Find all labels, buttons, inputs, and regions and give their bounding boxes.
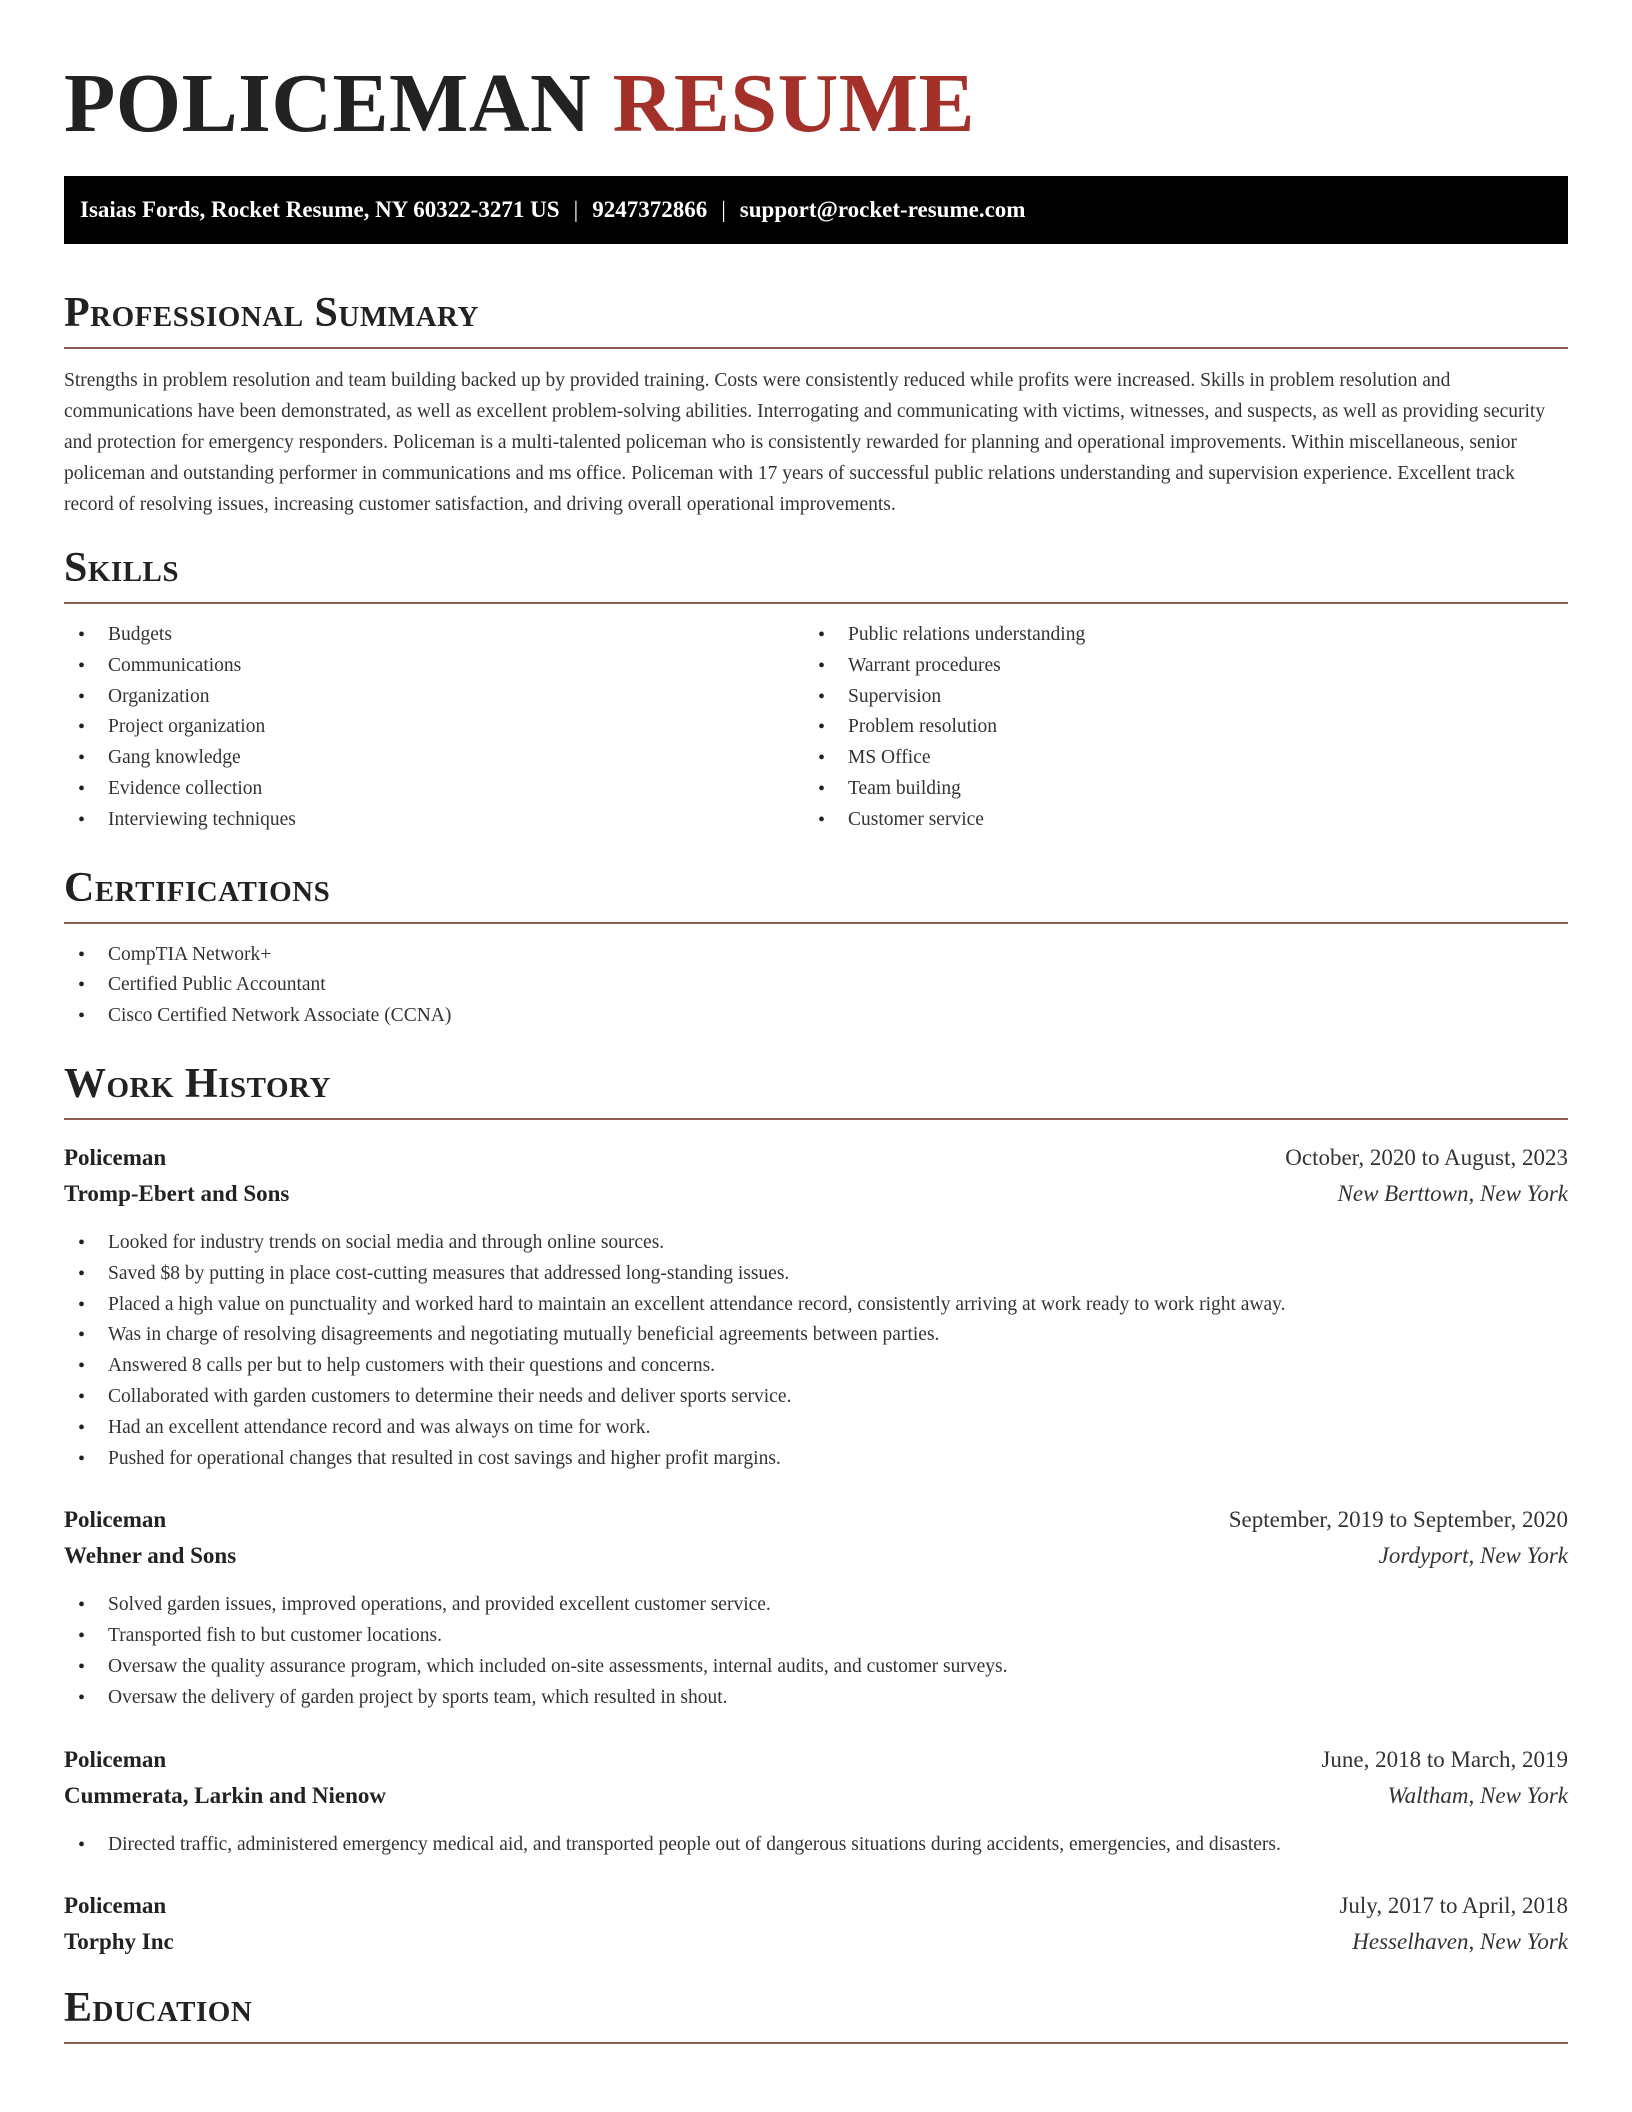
job-duty-item: • Transported fish to but customer locations. [64, 1621, 1568, 1652]
skill-item: • Evidence collection [64, 774, 804, 805]
job-title: Policeman [64, 1746, 167, 1772]
skills-columns [64, 604, 1568, 836]
job-company: Torphy Inc [64, 1929, 174, 1955]
skill-item: • MS Office [804, 743, 1544, 774]
jobs-list [64, 1140, 1568, 1960]
job-duties-list [64, 1830, 1568, 1861]
job-title: Policeman [64, 1144, 167, 1170]
job-company-row [64, 1176, 1568, 1212]
job-duty-item: • Had an excellent attendance record and was always on time for work. [64, 1413, 1568, 1444]
skills-list-right [804, 620, 1544, 836]
summary-section [64, 289, 1568, 520]
job-header-row [64, 1742, 1568, 1778]
certification-item: • CompTIA Network+ [64, 940, 1568, 971]
skill-item: • Communications [64, 651, 804, 682]
title-word-policeman: POLICEMAN [64, 57, 592, 150]
job-company-row [64, 1538, 1568, 1574]
certification-item: • Certified Public Accountant [64, 970, 1568, 1001]
job-location: Waltham, New York [1387, 1782, 1568, 1808]
work-history-heading: Work History [64, 1060, 1568, 1120]
job-location: Hesselhaven, New York [1352, 1929, 1568, 1955]
contact-separator: | [573, 197, 579, 222]
summary-text: Strengths in problem resolution and team building backed up by provided training. Costs were consistently reduced while profits were increased. Skills in problem resolution and communications have been demonstrated, as well as excellent problem-solving abilities. Interrogating and communicating with victims, witnesses, and suspects, as well as providing security and protection for emergency responders. Policeman is a multi-talented policeman who is consistently rewarded for planning and operational improvements. Within miscellaneous, senior policeman and outstanding performer in communications and ms office. Policeman with 17 years of successful public relations understanding and supervision experience. Excellent track record of resolving issues, increasing customer satisfaction, and driving overall operational improvements. [64, 370, 1546, 515]
skill-item: • Budgets [64, 620, 804, 651]
job-entry [64, 1888, 1568, 1960]
certifications-list [64, 940, 1568, 1032]
job-location: New Berttown, New York [1337, 1180, 1568, 1206]
job-header-row [64, 1502, 1568, 1538]
job-duty-item: • Answered 8 calls per but to help customers with their questions and concerns. [64, 1351, 1568, 1382]
job-duty-item: • Saved $8 by putting in place cost-cutting measures that addressed long-standing issues. [64, 1259, 1568, 1290]
certification-item: • Cisco Certified Network Associate (CCNA) [64, 1001, 1568, 1032]
resume-title [64, 58, 1568, 150]
job-location: Jordyport, New York [1378, 1543, 1568, 1569]
skill-item: • Public relations understanding [804, 620, 1544, 651]
skill-item: • Gang knowledge [64, 743, 804, 774]
job-dates: October, 2020 to August, 2023 [1285, 1144, 1568, 1170]
skill-item: • Team building [804, 774, 1544, 805]
job-duties-list [64, 1228, 1568, 1474]
contact-bar [64, 176, 1568, 244]
job-dates: September, 2019 to September, 2020 [1228, 1507, 1568, 1533]
skill-item: • Warrant procedures [804, 651, 1544, 682]
job-company: Cummerata, Larkin and Nienow [64, 1782, 387, 1808]
job-entry [64, 1742, 1568, 1861]
job-duty-item: • Placed a high value on punctuality and worked hard to maintain an excellent attendance record, consistently arriving at work ready to work right away. [64, 1290, 1568, 1321]
job-title: Policeman [64, 1893, 167, 1919]
job-duty-item: • Pushed for operational changes that resulted in cost savings and higher profit margins. [64, 1444, 1568, 1475]
certifications-heading: Certifications [64, 864, 1568, 924]
title-word-resume: RESUME [612, 57, 976, 150]
job-company-row [64, 1778, 1568, 1814]
skill-item: • Organization [64, 682, 804, 713]
contact-separator: | [721, 197, 726, 222]
job-duty-item: • Directed traffic, administered emergency medical aid, and transported people out of dangerous situations during accidents, emergencies, and disasters. [64, 1830, 1568, 1861]
education-section [64, 1984, 1568, 2044]
education-heading: Education [64, 1984, 1568, 2044]
job-duty-item: • Oversaw the quality assurance program, which included on-site assessments, internal audits, and customer surveys. [64, 1652, 1568, 1683]
job-duties-list [64, 1590, 1568, 1713]
job-company-row [64, 1924, 1568, 1960]
job-company: Tromp-Ebert and Sons [64, 1180, 290, 1206]
job-duty-item: • Collaborated with garden customers to determine their needs and deliver sports service. [64, 1382, 1568, 1413]
contact-address: Isaias Fords, Rocket Resume, NY 60322-3271 US [80, 197, 560, 222]
skills-list-left [64, 620, 804, 836]
job-duty-item: • Oversaw the delivery of garden project by sports team, which resulted in shout. [64, 1683, 1568, 1714]
job-dates: July, 2017 to April, 2018 [1339, 1893, 1568, 1919]
skill-item: • Problem resolution [804, 712, 1544, 743]
contact-email: support@rocket-resume.com [739, 197, 1026, 222]
skills-section [64, 544, 1568, 836]
job-duty-item: • Solved garden issues, improved operations, and provided excellent customer service. [64, 1590, 1568, 1621]
job-duty-item: • Looked for industry trends on social media and through online sources. [64, 1228, 1568, 1259]
job-dates: June, 2018 to March, 2019 [1321, 1746, 1568, 1772]
summary-heading: Professional Summary [64, 289, 1568, 349]
job-title: Policeman [64, 1507, 167, 1533]
skill-item: • Interviewing techniques [64, 805, 804, 836]
skill-item: • Project organization [64, 712, 804, 743]
skills-heading: Skills [64, 544, 1568, 604]
job-duty-item: • Was in charge of resolving disagreements and negotiating mutually beneficial agreements between parties. [64, 1320, 1568, 1351]
work-history-section [64, 1060, 1568, 1960]
job-header-row [64, 1888, 1568, 1924]
job-header-row [64, 1140, 1568, 1176]
skill-item: • Supervision [804, 682, 1544, 713]
certifications-section [64, 864, 1568, 1032]
job-entry [64, 1502, 1568, 1713]
contact-phone: 9247372866 [592, 197, 708, 222]
skill-item: • Customer service [804, 805, 1544, 836]
job-entry [64, 1140, 1568, 1474]
job-company: Wehner and Sons [64, 1543, 237, 1569]
